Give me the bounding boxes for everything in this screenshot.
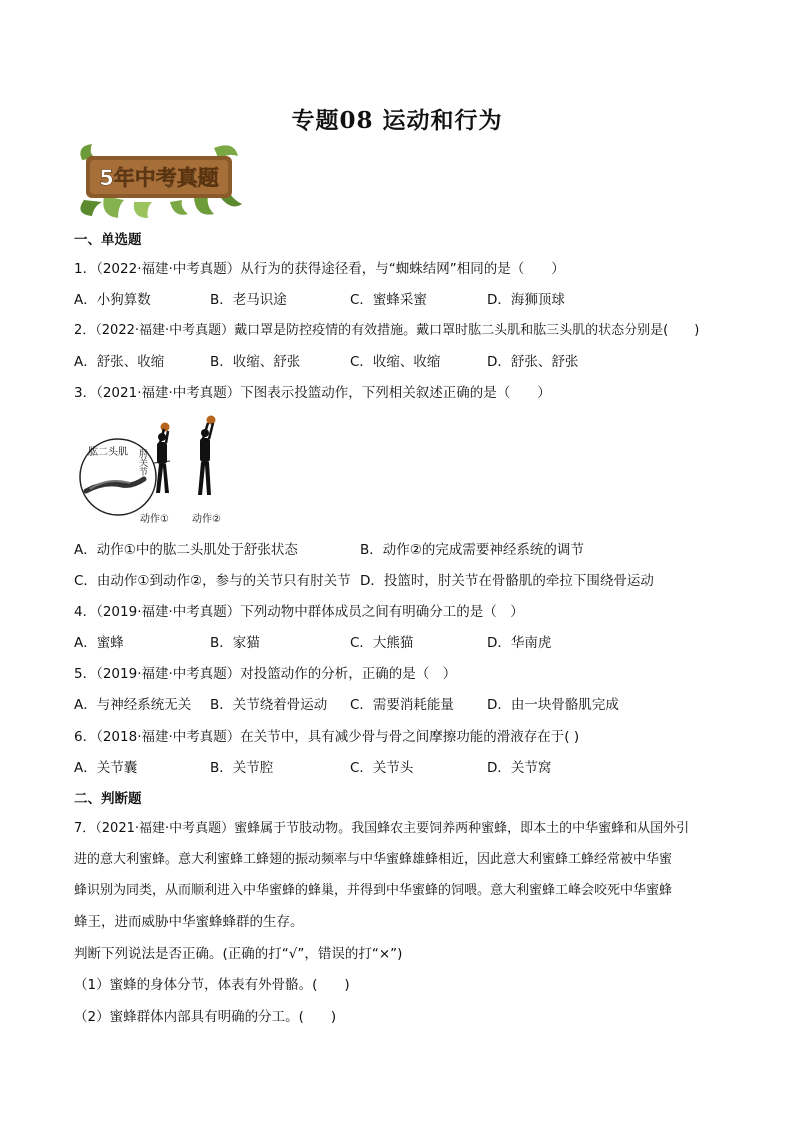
question-3-option-d: D．投篮时，肘关节在骨骼肌的牵拉下围绕骨运动 [360,573,654,589]
exam-badge [74,140,242,218]
question-6-option-d: D．关节窝 [487,760,552,776]
section-heading-single-choice: 一、单选题 [74,232,142,248]
question-1-option-b: B．老马识途 [210,292,287,308]
question-4-option-c: C．大熊猫 [350,635,414,651]
question-6-option-b: B．关节腔 [210,760,274,776]
badge-text: 5年中考真题 [99,166,219,190]
player-action-1 [156,423,170,494]
question-1-option-a: A．小狗算数 [74,292,151,308]
question-7-sub-2: （2）蜜蜂群体内部具有明确的分工。( ) [74,1009,337,1025]
question-5-option-d: D．由一块骨骼肌完成 [487,697,619,713]
question-5-stem: 5．（2019·福建·中考真题）对投篮动作的分析，正确的是（ ） [74,666,457,682]
question-2-option-b: B．收缩、舒张 [210,354,301,370]
question-3-option-c: C．由动作①到动作②，参与的关节只有肘关节 [74,573,351,589]
page-title: 专题08 运动和行为 [291,107,503,134]
question-4-option-d: D．华南虎 [487,635,552,651]
basketball-icon [161,423,170,432]
question-4-option-b: B．家猫 [210,635,260,651]
question-7-sub-1: （1）蜜蜂的身体分节，体表有外骨骼。( ) [74,977,350,993]
figure-label-muscle: 肱二头肌 [88,447,128,458]
question-3-stem: 3．（2021·福建·中考真题）下图表示投篮动作，下列相关叙述正确的是（ ） [74,385,551,401]
question-1-option-c: C．蜜蜂采蜜 [350,292,427,308]
question-2-stem: 2．（2022·福建·中考真题）戴口罩是防控疫情的有效措施。戴口罩时肱二头肌和肱三头肌的状态分别是( ) [74,323,700,338]
question-5-option-b: B．关节绕着骨运动 [210,697,328,713]
question-7-instruction: 判断下列说法是否正确。(正确的打“√”，错误的打“×”) [74,946,403,962]
question-2-option-a: A．舒张、收缩 [74,354,165,370]
question-3-option-a: A．动作①中的肱二头肌处于舒张状态 [74,542,298,558]
section-heading-true-false: 二、判断题 [74,791,142,807]
question-4-option-a: A．蜜蜂 [74,635,124,651]
question-7-line-1: 7．（2021·福建·中考真题）蜜蜂属于节肢动物。我国蜂农主要饲养两种蜜蜂，即本土的中华蜜蜂和从国外引 [74,821,690,836]
question-2-option-d: D．舒张、舒张 [487,354,579,370]
question-7-line-4: 蜂王，进而威胁中华蜜蜂蜂群的生存。 [74,914,304,930]
player-action-2 [198,416,216,496]
question-6-stem: 6．（2018·福建·中考真题）在关节中，具有减少骨与骨之间摩擦功能的滑液存在于( ) [74,729,580,745]
question-3-option-b: B．动作②的完成需要神经系统的调节 [360,542,584,558]
question-2-option-c: C．收缩、收缩 [350,354,441,370]
figure-label-joint: 肘关节 [137,449,147,476]
figure-label-action-2: 动作② [192,514,221,525]
question-5-option-c: C．需要消耗能量 [350,697,454,713]
question-4-stem: 4．（2019·福建·中考真题）下列动物中群体成员之间有明确分工的是（ ） [74,604,524,620]
question-6-option-c: C．关节头 [350,760,414,776]
figure-label-action-1: 动作① [140,514,169,525]
basketball-shot-figure [74,415,254,527]
question-7-line-3: 蜂识别为同类，从而顺利进入中华蜜蜂的蜂巢，并得到中华蜜蜂的饲喂。意大利蜜蜂工峰会咬死中华蜜蜂 [74,883,673,898]
question-6-option-a: A．关节囊 [74,760,138,776]
question-5-option-a: A．与神经系统无关 [74,697,192,713]
question-7-line-2: 进的意大利蜜蜂。意大利蜜蜂工蜂翅的振动频率与中华蜜蜂雄蜂相近，因此意大利蜜蜂工蜂经常被中华蜜 [74,852,673,867]
question-1-stem: 1．（2022·福建·中考真题）从行为的获得途径看，与“蜘蛛结网”相同的是（ ） [74,261,565,277]
question-1-option-d: D．海狮顶球 [487,292,565,308]
